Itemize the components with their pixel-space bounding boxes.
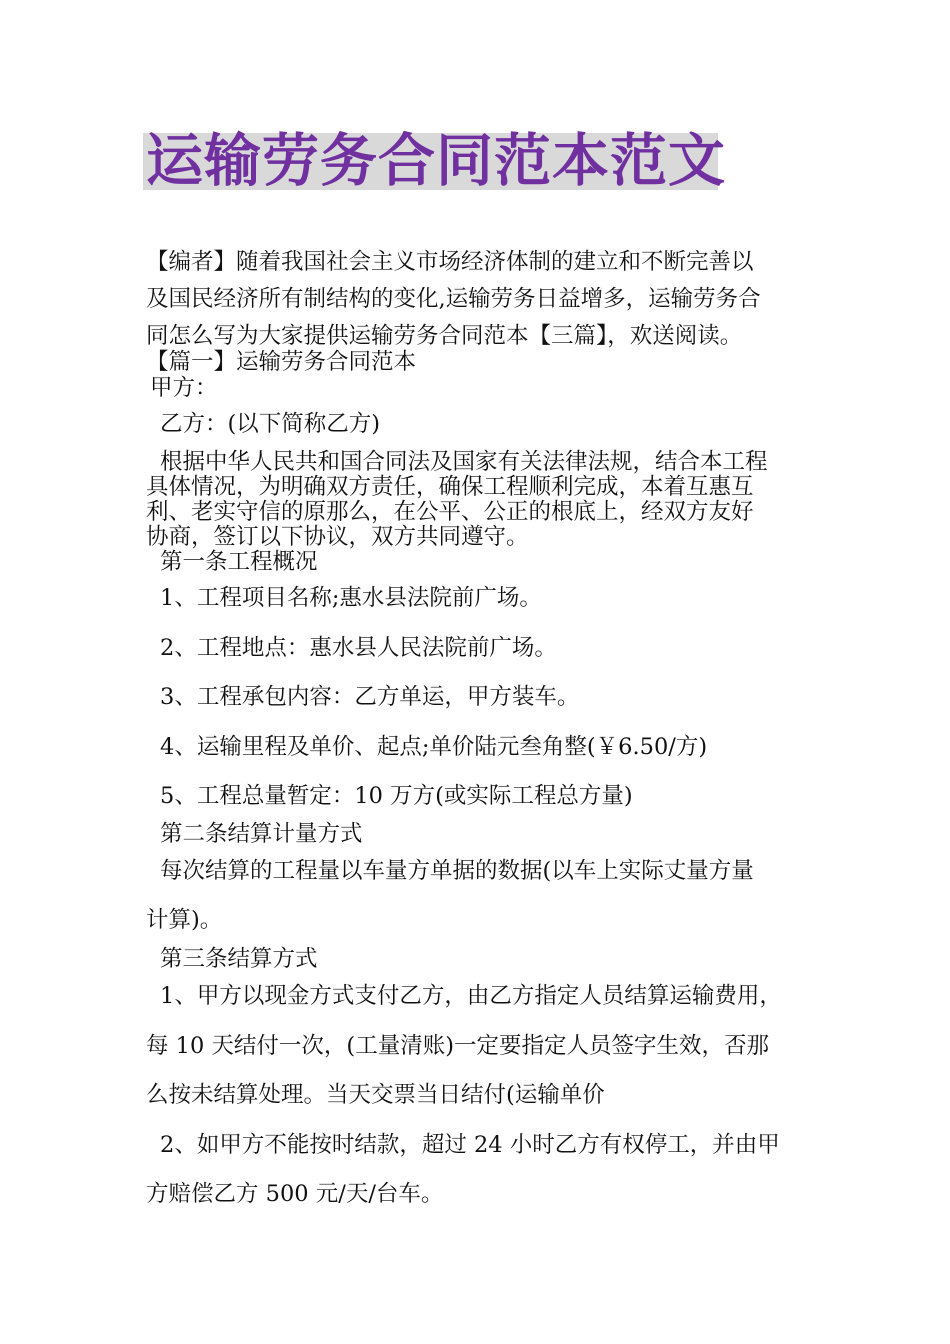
- article-3-item-1-line-1: 1、甲方以现金方式支付乙方，由乙方指定人员结算运输费用，: [160, 983, 782, 1009]
- preamble-line-2: 具体情况，为明确双方责任，确保工程顺利完成，本着互惠互: [146, 474, 754, 500]
- article-3-item-2-line-1: 2、如甲方不能按时结款，超过 24 小时乙方有权停工，并由甲: [160, 1132, 780, 1158]
- party-a-line: 甲方：: [150, 375, 218, 401]
- preamble-line-1: 根据中华人民共和国合同法及国家有关法律法规，结合本工程: [160, 449, 768, 475]
- article-3-item-1-line-3: 么按未结算处理。当天交票当日结付(运输单价: [146, 1082, 605, 1108]
- article-1-item-5: 5、工程总量暂定：10 万方(或实际工程总方量): [160, 783, 633, 809]
- party-b-line: 乙方：(以下简称乙方): [160, 411, 381, 437]
- document-title: 运输劳务合同范本范文: [146, 128, 726, 194]
- article-1-item-2: 2、工程地点：惠水县人民法院前广场。: [160, 635, 557, 661]
- preamble-line-3: 利、老实守信的原那么，在公平、公正的根底上，经双方友好: [146, 499, 754, 525]
- article-2-line-2: 计算)。: [146, 907, 223, 933]
- intro-line-2: 及国民经济所有制结构的变化,运输劳务日益增多，运输劳务合: [146, 286, 761, 312]
- preamble-line-4: 协商，签订以下协议，双方共同遵守。: [146, 524, 529, 550]
- article-1-item-4: 4、运输里程及单价、起点;单价陆元叁角整(￥6.50/方): [160, 734, 708, 760]
- article-1-item-1: 1、工程项目名称;惠水县法院前广场。: [160, 585, 542, 611]
- article-1-item-3: 3、工程承包内容：乙方单运，甲方装车。: [160, 684, 580, 710]
- article-2-line-1: 每次结算的工程量以车量方单据的数据(以车上实际丈量方量: [160, 858, 754, 884]
- section-heading-1: 【篇一】运输劳务合同范本: [146, 349, 417, 375]
- article-3-heading: 第三条结算方式: [160, 946, 318, 972]
- article-1-heading: 第一条工程概况: [160, 549, 318, 575]
- article-3-item-1-line-2: 每 10 天结付一次，(工量清账)一定要指定人员签字生效，否那: [146, 1033, 769, 1059]
- article-3-item-2-line-2: 方赔偿乙方 500 元/天/台车。: [146, 1181, 444, 1207]
- intro-line-3: 同怎么写为大家提供运输劳务合同范本【三篇】，欢送阅读。: [146, 323, 743, 349]
- intro-line-1: 【编者】随着我国社会主义市场经济体制的建立和不断完善以: [146, 249, 754, 275]
- article-2-heading: 第二条结算计量方式: [160, 821, 363, 847]
